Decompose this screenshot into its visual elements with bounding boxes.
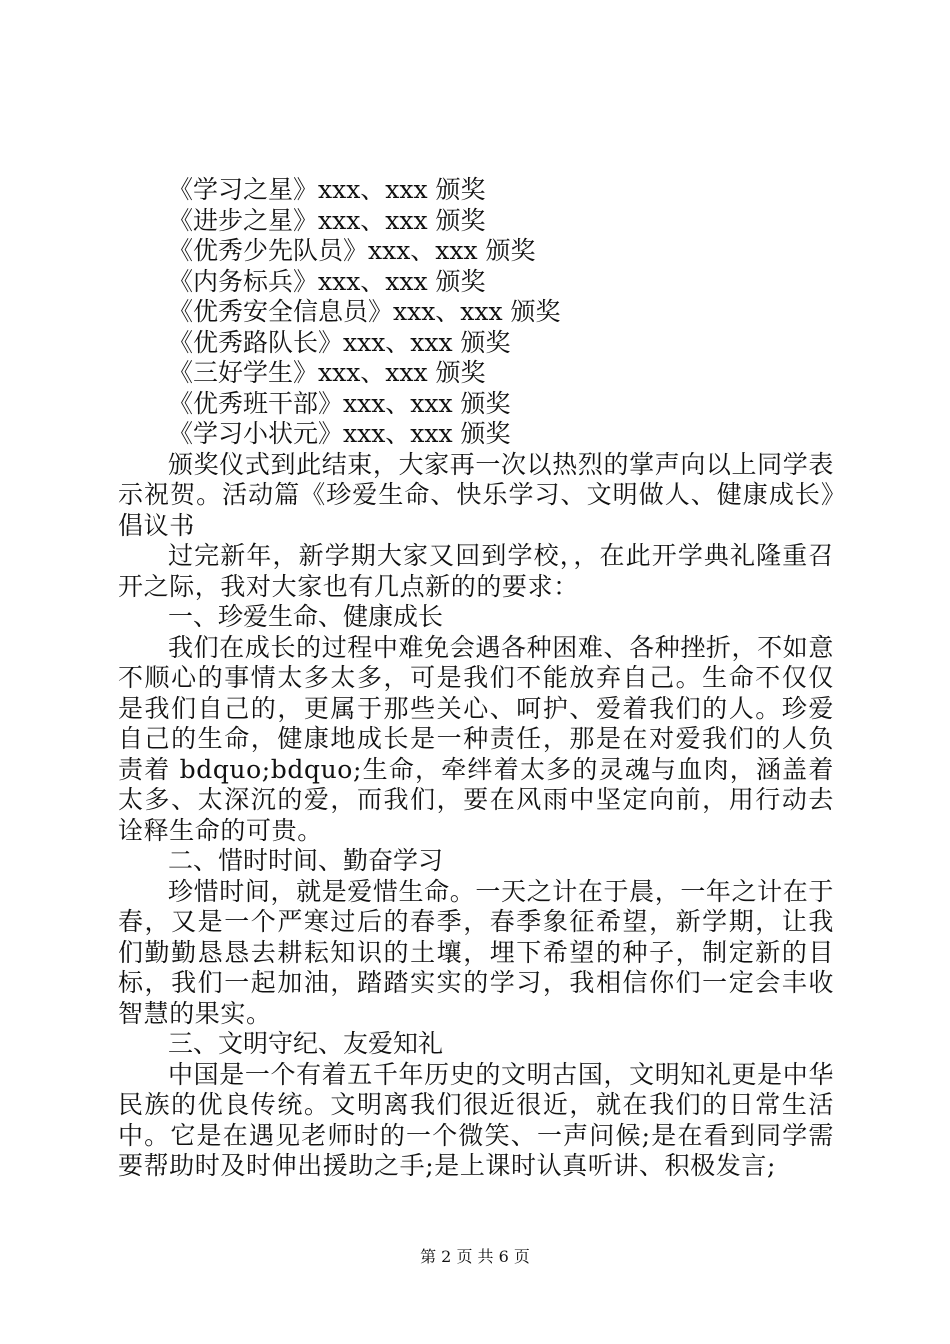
page-number-footer: 第 2 页 共 6 页 — [420, 1247, 530, 1266]
document-body — [118, 175, 834, 1182]
section-paragraph: 我们在成长的过程中难免会遇各种困难、各种挫折，不如意不顺心的事情太多太多，可是我们不能放弃自己。生命不仅仅是我们自己的，更属于那些关心、呵护、爱着我们的人。珍爱自己的生命，健康地成长是一种责任，那是在对爱我们的人负责着 bdquo;bdquo;生命，牵绊着太多的灵魂与血肉，涵盖着太多、太深沉的爱，而我们，要在风雨中坚定向前，用行动去诠释生命的可贵。 — [118, 632, 834, 845]
award-line: 《学习小状元》xxx、xxx 颁奖 — [168, 419, 511, 448]
section-paragraph: 珍惜时间，就是爱惜生命。一天之计在于晨，一年之计在于春，又是一个严寒过后的春季，春季象征希望，新学期，让我们勤勤恳恳去耕耘知识的土壤，埋下希望的种子，制定新的目标，我们一起加油，踏踏实实的学习，我相信你们一定会丰收智慧的果实。 — [118, 876, 834, 1028]
award-line: 《学习之星》xxx、xxx 颁奖 — [168, 175, 486, 204]
award-line: 《优秀安全信息员》xxx、xxx 颁奖 — [168, 297, 561, 326]
closing-paragraph: 颁奖仪式到此结束，大家再一次以热烈的掌声向以上同学表示祝贺。活动篇《珍爱生命、快乐学习、文明做人、健康成长》倡议书 — [118, 449, 834, 540]
intro-paragraph: 过完新年，新学期大家又回到学校，，在此开学典礼隆重召开之际，我对大家也有几点新的的要求： — [118, 541, 834, 601]
award-line: 《内务标兵》xxx、xxx 颁奖 — [168, 266, 486, 296]
section-heading: 三、文明守纪、友爱知礼 — [168, 1029, 444, 1058]
award-line: 《三好学生》xxx、xxx 颁奖 — [168, 358, 486, 387]
award-line: 《优秀路队长》xxx、xxx 颁奖 — [168, 327, 511, 357]
section-paragraph: 中国是一个有着五千年历史的文明古国，文明知礼更是中华民族的优良传统。文明离我们很近很近，就在我们的日常生活中。它是在遇见老师时的一个微笑、一声问候;是在看到同学需要帮助时及时伸出援助之手;是上课时认真听讲、积极发言; — [118, 1059, 834, 1180]
section-heading: 二、惜时时间、勤奋学习 — [168, 846, 444, 875]
section-heading: 一、珍爱生命、健康成长 — [168, 602, 444, 631]
award-line: 《优秀少先队员》xxx、xxx 颁奖 — [168, 236, 536, 265]
award-line: 《进步之星》xxx、xxx 颁奖 — [168, 205, 486, 235]
award-line: 《优秀班干部》xxx、xxx 颁奖 — [168, 388, 511, 418]
